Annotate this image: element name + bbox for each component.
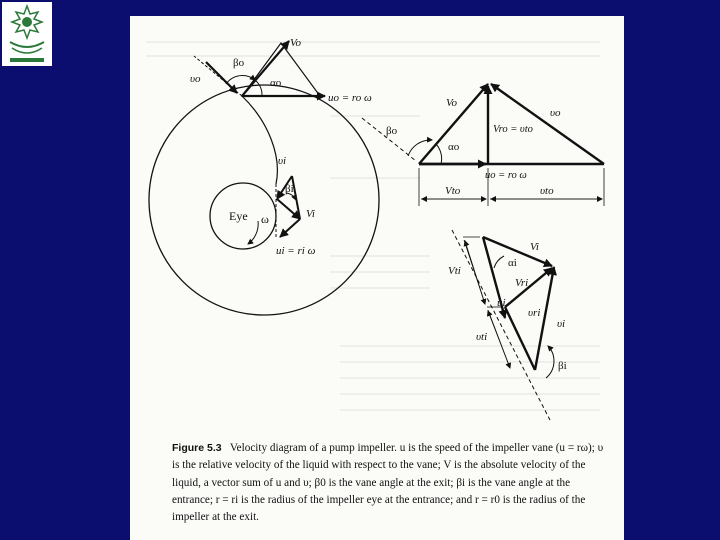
university-seal-icon [2, 2, 52, 66]
label-impeller-Vo: Vo [290, 37, 301, 49]
label-entry-beta-i: βi [558, 360, 567, 372]
label-exit-uo: uo = ro ω [485, 170, 527, 181]
impeller-outer-circle [149, 85, 379, 315]
label-exit-beta-o: βo [386, 125, 398, 137]
label-exit-vto: υto [540, 185, 554, 197]
figure-caption-text: Velocity diagram of a pump impeller. u is the speed of the impeller vane (u = rω); υ is the relative velocity of the liquid with respect to the vane; V is the absolute velocity of the liquid, a vector sum of u and υ; β0 is the vane angle at the exit; βi is the vane angle at the entrance; r = ri is the radius of the impeller eye at the entrance; and r = r0 is the radius of the impeller at the exit. [172, 442, 604, 524]
label-entry-Vti: Vti [448, 265, 461, 277]
label-exit-alpha-o: αo [448, 141, 460, 153]
label-exit-Vro: Vro = υto [493, 124, 533, 135]
impeller-vane [242, 96, 277, 184]
textbook-page [130, 16, 624, 540]
background-text-bleed [146, 42, 600, 410]
label-exit-Vto: Vto [445, 185, 461, 197]
label-entry-Vi: Vi [530, 241, 539, 253]
figure-caption [172, 440, 612, 526]
label-impeller-vo: υo [190, 73, 201, 85]
label-impeller-uo: uo = ro ω [328, 92, 372, 104]
label-impeller-ui: ui = ri ω [276, 245, 316, 257]
label-exit-vo: υo [550, 107, 561, 119]
exit-velocity-triangle [386, 84, 604, 206]
label-impeller-alpha-o: αo [270, 77, 282, 89]
rotation-arrow [248, 221, 258, 244]
label-entry-alpha-i: αi [508, 257, 517, 269]
figure-caption-label: Figure 5.3 [172, 442, 222, 454]
label-impeller-Vi: Vi [306, 208, 315, 220]
label-impeller-beta-i: βi [285, 183, 294, 195]
label-impeller-vi: υi [278, 155, 287, 167]
impeller-diagram [149, 37, 379, 315]
label-entry-vti: υti [476, 331, 488, 343]
label-entry-vri: υri [528, 307, 541, 319]
inlet-velocity-triangle [448, 230, 567, 420]
label-eye: Eye [229, 209, 248, 223]
label-exit-Vo: Vo [446, 97, 457, 109]
label-entry-ui: ui [497, 297, 506, 309]
label-impeller-beta-o: βo [233, 57, 245, 69]
velocity-diagram [130, 16, 624, 440]
label-entry-Vri: Vri [515, 277, 529, 289]
label-entry-vi: υi [557, 318, 566, 330]
label-omega: ω [261, 212, 269, 226]
